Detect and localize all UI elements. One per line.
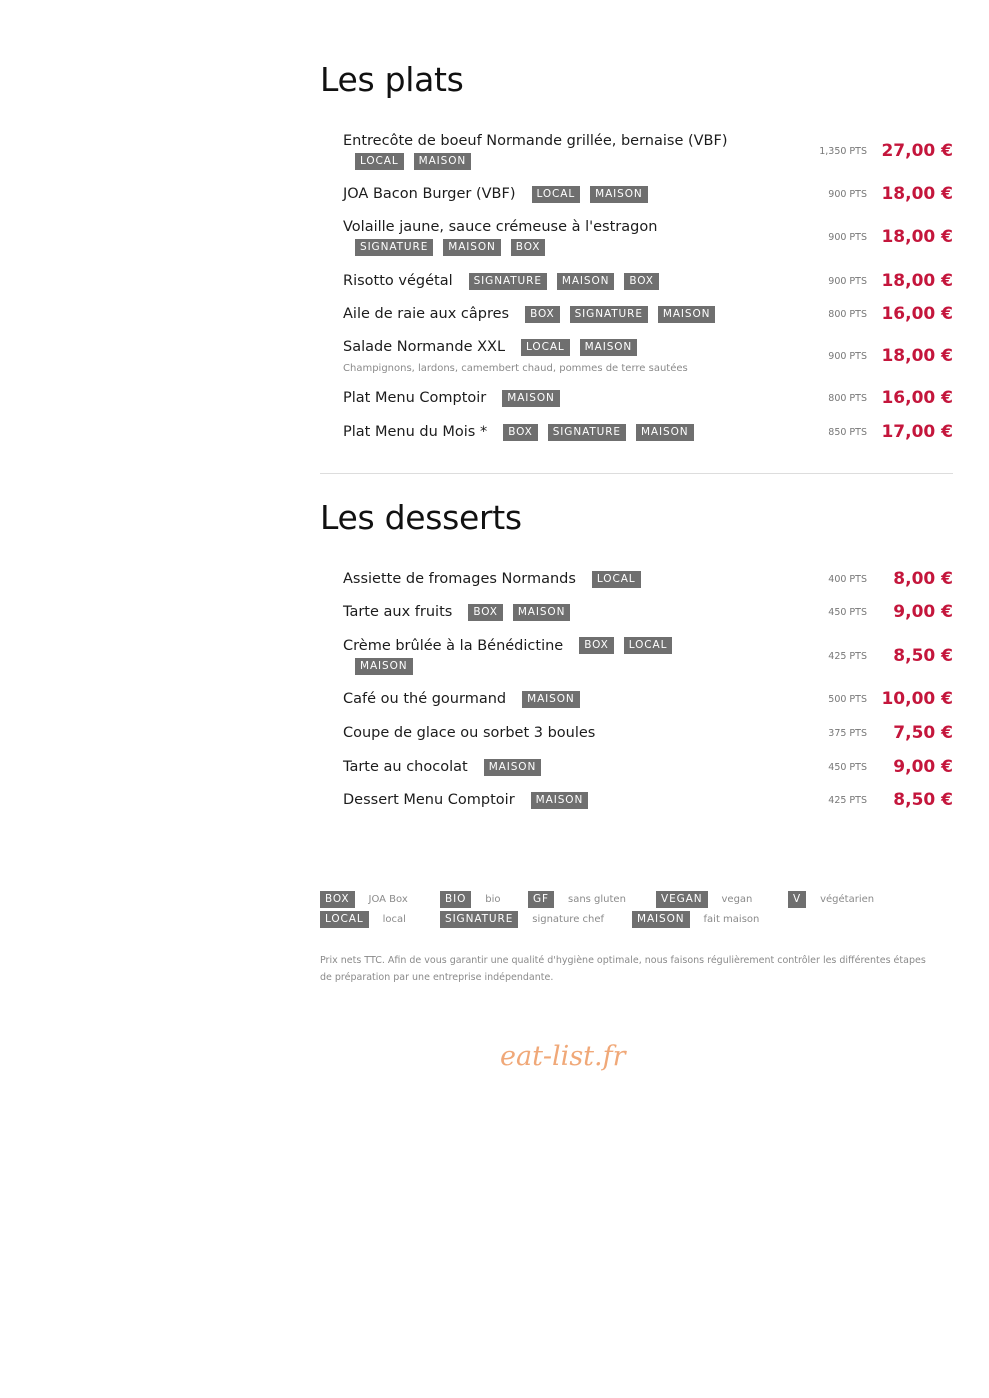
tag-maison: MAISON — [502, 390, 560, 407]
tag-maison: MAISON — [636, 424, 694, 441]
legend-label: local — [382, 913, 406, 925]
tag-signature: SIGNATURE — [570, 306, 648, 323]
item-price: 8,00 € — [893, 569, 953, 589]
site-watermark: eat-list.fr — [500, 1041, 626, 1072]
tag-local: LOCAL — [521, 339, 570, 356]
item-name: Plat Menu Comptoir — [343, 390, 487, 406]
menu-item — [320, 386, 953, 410]
desserts-section-title: Les desserts — [320, 498, 522, 537]
item-name: Assiette de fromages Normands — [343, 571, 576, 587]
item-points: 400 PTS — [828, 573, 867, 585]
item-points: 850 PTS — [828, 426, 867, 438]
tag-maison: MAISON — [414, 153, 472, 170]
item-points: 425 PTS — [828, 794, 867, 806]
item-name: Tarte au chocolat — [343, 759, 468, 775]
menu-item — [320, 687, 953, 711]
tag-box: BOX — [320, 891, 355, 908]
item-price: 18,00 € — [881, 346, 953, 366]
legend-entry-box — [320, 891, 440, 908]
menu-item — [320, 269, 953, 293]
tag-maison: MAISON — [557, 273, 615, 290]
item-name: Plat Menu du Mois * — [343, 424, 488, 440]
legend-label: vegan — [721, 893, 753, 905]
menu-item — [320, 334, 953, 378]
legend-row — [320, 909, 940, 929]
item-price: 17,00 € — [881, 422, 953, 442]
item-price: 8,50 € — [893, 646, 953, 666]
legend-label: signature chef — [532, 913, 605, 925]
item-price: 16,00 € — [881, 388, 953, 408]
item-points: 800 PTS — [828, 308, 867, 320]
menu-item — [320, 634, 953, 678]
item-name: JOA Bacon Burger (VBF) — [343, 186, 516, 202]
legend-row — [320, 889, 940, 909]
item-name: Crème brûlée à la Bénédictine — [343, 637, 564, 654]
tag-maison: MAISON — [443, 239, 501, 256]
tag-gf: GF — [528, 891, 554, 908]
legend-label: fait maison — [703, 913, 760, 925]
legend-label: végétarien — [820, 893, 875, 905]
tag-maison: MAISON — [632, 911, 690, 928]
item-price: 18,00 € — [881, 227, 953, 247]
item-price: 8,50 € — [893, 790, 953, 810]
item-points: 375 PTS — [828, 727, 867, 739]
item-name: Risotto végétal — [343, 273, 453, 289]
menu-item — [320, 420, 953, 444]
legend-entry-gf — [528, 891, 656, 908]
legend-label: bio — [485, 893, 501, 905]
menu-item — [320, 755, 953, 779]
tag-signature: SIGNATURE — [440, 911, 518, 928]
item-points: 450 PTS — [828, 606, 867, 618]
item-name: Entrecôte de boeuf Normande grillée, bernaise (VBF) — [343, 132, 728, 149]
item-name: Coupe de glace ou sorbet 3 boules — [343, 725, 596, 741]
tag-maison: MAISON — [513, 604, 571, 621]
legend-entry-maison — [632, 911, 782, 928]
tag-legend — [320, 889, 940, 929]
tag-maison: MAISON — [658, 306, 716, 323]
plats-section-title: Les plats — [320, 60, 464, 99]
tag-box: BOX — [579, 637, 614, 654]
item-price: 18,00 € — [881, 271, 953, 291]
item-name: Aile de raie aux câpres — [343, 306, 510, 322]
tag-maison: MAISON — [522, 691, 580, 708]
menu-item — [320, 600, 953, 624]
tag-box: BOX — [503, 424, 538, 441]
tag-signature: SIGNATURE — [548, 424, 626, 441]
legend-entry-bio — [440, 891, 528, 908]
tag-maison: MAISON — [531, 792, 589, 809]
tag-local: LOCAL — [592, 571, 641, 588]
item-points: 425 PTS — [828, 650, 867, 662]
item-points: 900 PTS — [828, 350, 867, 362]
item-points: 800 PTS — [828, 392, 867, 404]
tag-box: BOX — [525, 306, 560, 323]
tag-signature: SIGNATURE — [355, 239, 433, 256]
tag-maison: MAISON — [580, 339, 638, 356]
tag-box: BOX — [624, 273, 659, 290]
item-price: 9,00 € — [893, 757, 953, 777]
tag-signature: SIGNATURE — [469, 273, 547, 290]
item-points: 900 PTS — [828, 275, 867, 287]
legal-notice: Prix nets TTC. Afin de vous garantir une qualité d'hygiène optimale, nous faisons régulièrement contrôler les différentes étapes de préparation par une entreprise indépendante. — [320, 955, 926, 983]
tag-box: BOX — [468, 604, 503, 621]
item-price: 10,00 € — [881, 689, 953, 709]
tag-maison: MAISON — [355, 658, 413, 675]
menu-item — [320, 567, 953, 591]
tag-maison: MAISON — [484, 759, 542, 776]
tag-maison: MAISON — [590, 186, 648, 203]
tag-local: LOCAL — [532, 186, 581, 203]
tag-box: BOX — [511, 239, 546, 256]
item-price: 7,50 € — [893, 723, 953, 743]
item-price: 27,00 € — [881, 141, 953, 161]
legend-entry-vegan — [656, 891, 788, 908]
legend-entry-v — [788, 891, 908, 908]
item-description: Champignons, lardons, camembert chaud, pommes de terre sautées — [343, 362, 688, 374]
item-name: Tarte aux fruits — [343, 604, 453, 620]
legend-entry-signature — [440, 911, 632, 928]
item-points: 900 PTS — [828, 188, 867, 200]
item-price: 16,00 € — [881, 304, 953, 324]
tag-vegan: VEGAN — [656, 891, 708, 908]
item-tags — [343, 658, 783, 675]
tag-local: LOCAL — [355, 153, 404, 170]
item-points: 900 PTS — [828, 231, 867, 243]
tag-local: LOCAL — [624, 637, 673, 654]
item-points: 500 PTS — [828, 693, 867, 705]
item-price: 18,00 € — [881, 184, 953, 204]
item-price: 9,00 € — [893, 602, 953, 622]
item-name: Salade Normande XXL — [343, 339, 506, 355]
legend-entry-local — [320, 911, 440, 928]
tag-bio: BIO — [440, 891, 471, 908]
item-name: Dessert Menu Comptoir — [343, 792, 515, 808]
menu-item — [320, 182, 953, 206]
menu-item — [320, 721, 953, 745]
section-divider — [320, 473, 953, 474]
item-name: Café ou thé gourmand — [343, 691, 507, 707]
menu-item — [320, 788, 953, 812]
legend-label: sans gluten — [567, 893, 626, 905]
menu-item — [320, 302, 953, 326]
tag-v: V — [788, 891, 806, 908]
item-tags — [343, 239, 783, 256]
tag-local: LOCAL — [320, 911, 369, 928]
item-points: 450 PTS — [828, 761, 867, 773]
menu-item — [320, 129, 953, 173]
item-points: 1,350 PTS — [819, 145, 867, 157]
item-name: Volaille jaune, sauce crémeuse à l'estragon — [343, 218, 658, 235]
item-tags — [343, 153, 783, 170]
menu-item — [320, 215, 953, 259]
legend-label: JOA Box — [368, 893, 408, 905]
